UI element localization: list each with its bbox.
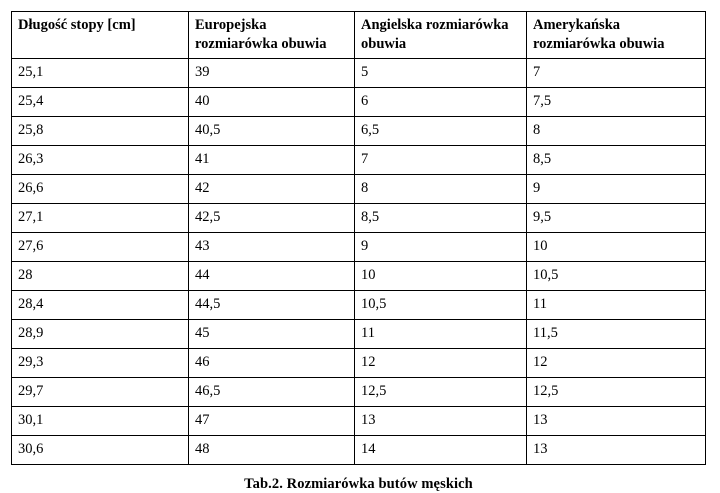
- cell-american-size: 10: [527, 233, 706, 262]
- table-row: [12, 378, 706, 407]
- table-row: [12, 233, 706, 262]
- cell-english-size: 8,5: [355, 204, 527, 233]
- cell-foot-length: 26,3: [12, 146, 189, 175]
- cell-english-size: 6,5: [355, 117, 527, 146]
- column-header-european-size: Europejska rozmiarówka obuwia: [189, 12, 355, 59]
- cell-foot-length: 25,4: [12, 88, 189, 117]
- cell-english-size: 11: [355, 320, 527, 349]
- cell-english-size: 7: [355, 146, 527, 175]
- cell-american-size: 11: [527, 291, 706, 320]
- cell-english-size: 13: [355, 407, 527, 436]
- table-row: [12, 117, 706, 146]
- cell-foot-length: 28,4: [12, 291, 189, 320]
- cell-american-size: 13: [527, 407, 706, 436]
- cell-foot-length: 30,6: [12, 436, 189, 465]
- cell-american-size: 9,5: [527, 204, 706, 233]
- cell-american-size: 8,5: [527, 146, 706, 175]
- cell-foot-length: 29,7: [12, 378, 189, 407]
- cell-american-size: 12,5: [527, 378, 706, 407]
- cell-american-size: 9: [527, 175, 706, 204]
- cell-european-size: 44: [189, 262, 355, 291]
- table-row: [12, 88, 706, 117]
- cell-foot-length: 30,1: [12, 407, 189, 436]
- table-row: [12, 262, 706, 291]
- cell-american-size: 10,5: [527, 262, 706, 291]
- column-header-american-size: Amerykańska rozmiarówka obuwia: [527, 12, 706, 59]
- column-header-foot-length: Długość stopy [cm]: [12, 12, 189, 59]
- cell-foot-length: 28: [12, 262, 189, 291]
- table-row: [12, 291, 706, 320]
- cell-european-size: 40,5: [189, 117, 355, 146]
- cell-american-size: 7: [527, 59, 706, 88]
- cell-european-size: 46: [189, 349, 355, 378]
- cell-foot-length: 27,1: [12, 204, 189, 233]
- table-row: [12, 204, 706, 233]
- cell-english-size: 9: [355, 233, 527, 262]
- cell-european-size: 41: [189, 146, 355, 175]
- cell-english-size: 14: [355, 436, 527, 465]
- table-header-row: [12, 12, 706, 59]
- cell-english-size: 10,5: [355, 291, 527, 320]
- table-row: [12, 175, 706, 204]
- cell-american-size: 13: [527, 436, 706, 465]
- cell-european-size: 43: [189, 233, 355, 262]
- column-header-english-size: Angielska rozmiarówka obuwia: [355, 12, 527, 59]
- shoe-size-table: [11, 11, 706, 465]
- table-caption: Tab.2. Rozmiarówka butów męskich: [244, 476, 473, 493]
- cell-european-size: 42: [189, 175, 355, 204]
- cell-european-size: 40: [189, 88, 355, 117]
- table-row: [12, 349, 706, 378]
- cell-american-size: 11,5: [527, 320, 706, 349]
- cell-american-size: 12: [527, 349, 706, 378]
- cell-foot-length: 29,3: [12, 349, 189, 378]
- cell-european-size: 42,5: [189, 204, 355, 233]
- cell-american-size: 8: [527, 117, 706, 146]
- cell-english-size: 5: [355, 59, 527, 88]
- cell-foot-length: 27,6: [12, 233, 189, 262]
- table-row: [12, 407, 706, 436]
- table-row: [12, 320, 706, 349]
- cell-foot-length: 28,9: [12, 320, 189, 349]
- cell-european-size: 45: [189, 320, 355, 349]
- cell-foot-length: 25,1: [12, 59, 189, 88]
- cell-european-size: 47: [189, 407, 355, 436]
- cell-english-size: 6: [355, 88, 527, 117]
- cell-american-size: 7,5: [527, 88, 706, 117]
- cell-english-size: 10: [355, 262, 527, 291]
- cell-european-size: 46,5: [189, 378, 355, 407]
- table-row: [12, 436, 706, 465]
- cell-english-size: 12,5: [355, 378, 527, 407]
- cell-english-size: 8: [355, 175, 527, 204]
- table-row: [12, 146, 706, 175]
- cell-foot-length: 25,8: [12, 117, 189, 146]
- cell-european-size: 39: [189, 59, 355, 88]
- cell-foot-length: 26,6: [12, 175, 189, 204]
- table-row: [12, 59, 706, 88]
- cell-european-size: 48: [189, 436, 355, 465]
- cell-english-size: 12: [355, 349, 527, 378]
- cell-european-size: 44,5: [189, 291, 355, 320]
